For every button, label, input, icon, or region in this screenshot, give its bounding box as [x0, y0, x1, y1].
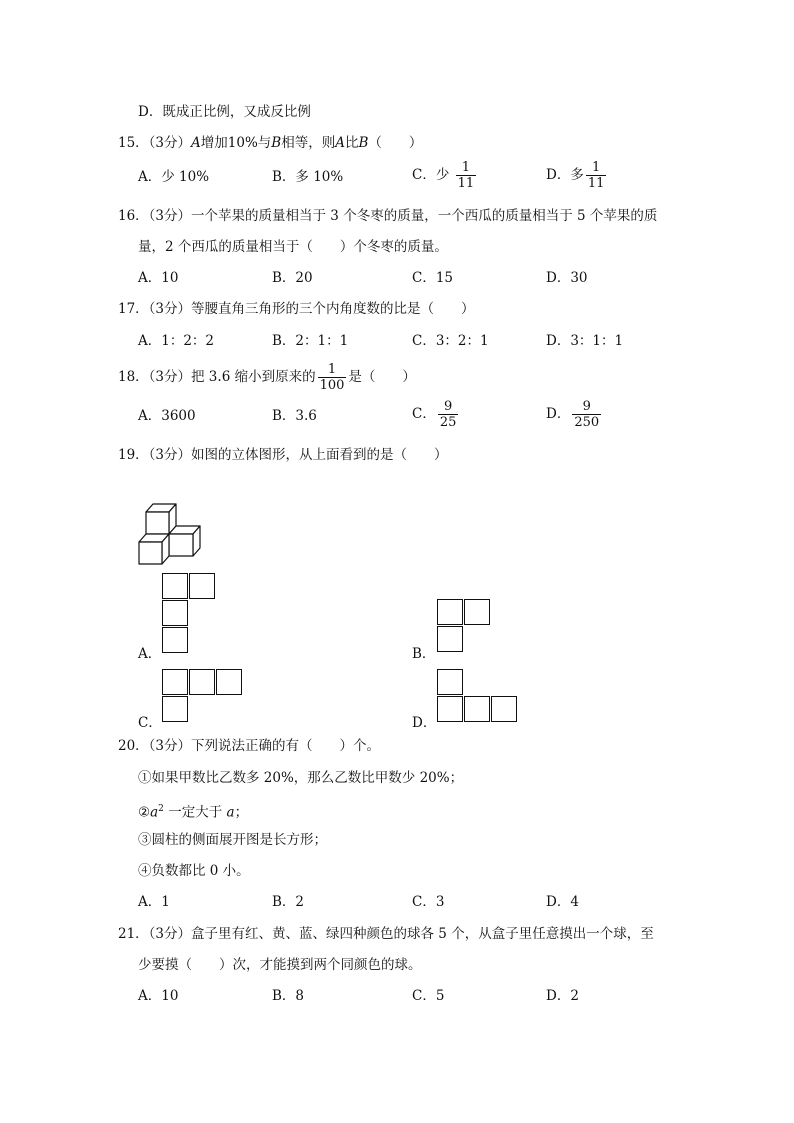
q20-statement-4: ④负数都比 0 小。 — [138, 863, 250, 879]
q17-option-d: D．3：1：1 — [546, 333, 624, 349]
q19-option-a-label: A． — [138, 646, 162, 662]
q19-option-c-figure — [162, 669, 246, 725]
grid-cell — [437, 599, 463, 625]
q17-option-b: B．2：1：1 — [272, 333, 349, 349]
q14-option-d: D．既成正比例，又成反比例 — [138, 104, 311, 120]
q21-stem-line2: 少要摸（ ）次，才能摸到两个同颜色的球。 — [138, 957, 422, 973]
q18-option-b: B．3.6 — [272, 408, 317, 424]
q20-option-a: A．1 — [138, 894, 170, 910]
q19-option-b-label: B． — [412, 646, 436, 662]
q18-option-d: D． $\frac{9}{250}$ — [546, 399, 600, 430]
q15-option-c: C．少 $\frac{1}{11}$ — [412, 160, 475, 191]
q20-stem: 20．（3分）下列说法正确的有（ ）个。 — [118, 738, 381, 754]
q16-stem-line1: 16．（3分）一个苹果的质量相当于 3 个冬枣的质量，一个西瓜的质量相当于 5 个苹果的质 — [118, 208, 658, 224]
grid-cell — [189, 669, 215, 695]
q15-option-d: D．多 $\frac{1}{11}$ — [546, 160, 605, 191]
grid-cell — [162, 627, 188, 653]
q16-option-c: C．15 — [412, 270, 454, 286]
grid-cell — [162, 573, 188, 599]
q21-option-c: C．5 — [412, 988, 445, 1004]
q15-option-a: A．少 10% — [138, 169, 210, 185]
q16-option-b: B．20 — [272, 270, 313, 286]
fraction: $\frac{1}{100}$ — [319, 362, 345, 393]
q15-option-b: B．多 10% — [272, 169, 344, 185]
grid-cell — [437, 696, 463, 722]
q19-option-c-label: C． — [138, 715, 162, 731]
grid-cell — [437, 669, 463, 695]
q18-option-a: A．3600 — [138, 408, 196, 424]
grid-cell — [162, 696, 188, 722]
grid-cell — [162, 669, 188, 695]
q21-stem-line1: 21．（3分）盒子里有红、黄、蓝、绿四种颜色的球各 5 个，从盒子里任意摸出一个球，至 — [118, 926, 654, 942]
q20-option-c: C．3 — [412, 894, 445, 910]
fraction: $\frac{9}{25}$ — [439, 399, 457, 430]
q20-option-d: D．4 — [546, 894, 579, 910]
grid-cell — [464, 696, 490, 722]
q19-option-d-label: D． — [412, 715, 437, 731]
q19-option-d-figure — [437, 669, 521, 725]
grid-cell — [162, 600, 188, 626]
q17-option-a: A．1：2：2 — [138, 333, 215, 349]
q20-statement-3: ③圆柱的侧面展开图是长方形； — [138, 832, 327, 848]
q16-option-a: A．10 — [138, 270, 179, 286]
top-cube-front-face — [146, 512, 169, 534]
left-cube-front-face — [139, 542, 162, 564]
q19-stem: 19．（3分）如图的立体图形，从上面看到的是（ ） — [118, 447, 448, 463]
q21-option-b: B．8 — [272, 988, 305, 1004]
q18-option-c: C． $\frac{9}{25}$ — [412, 399, 457, 430]
cube-stack-figure — [136, 500, 206, 566]
q20-statement-2: $②a^2$ 一定大于 a； — [138, 804, 249, 821]
fraction: $\frac{1}{11}$ — [457, 160, 475, 191]
q17-stem: 17．（3分）等腰直角三角形的三个内角度数的比是（ ） — [118, 301, 475, 317]
q16-stem-line2: 量，2 个西瓜的质量相当于（ ）个冬枣的质量。 — [138, 239, 448, 255]
grid-cell — [464, 599, 490, 625]
q19-option-b-figure — [437, 599, 493, 655]
q19-option-a-figure — [162, 573, 218, 655]
fraction: $\frac{1}{11}$ — [587, 160, 605, 191]
right-cube-front-face — [169, 534, 193, 556]
grid-cell — [491, 696, 517, 722]
fraction: $\frac{9}{250}$ — [574, 399, 600, 430]
q20-statement-1: ①如果甲数比乙数多 20%，那么乙数比甲数少 20%； — [138, 770, 464, 786]
grid-cell — [216, 669, 242, 695]
q17-option-c: C．3：2：1 — [412, 333, 489, 349]
q21-option-a: A．10 — [138, 988, 179, 1004]
q20-option-b: B．2 — [272, 894, 305, 910]
q15-stem: 15．（3分）A增加10%与B相等，则A比B（ ） — [118, 135, 423, 151]
q16-option-d: D．30 — [546, 270, 588, 286]
q18-stem: 18．（3分）把 3.6 缩小到原来的 $\frac{1}{100}$ 是（ ） — [118, 362, 416, 393]
grid-cell — [189, 573, 215, 599]
q21-option-d: D．2 — [546, 988, 579, 1004]
grid-cell — [437, 626, 463, 652]
